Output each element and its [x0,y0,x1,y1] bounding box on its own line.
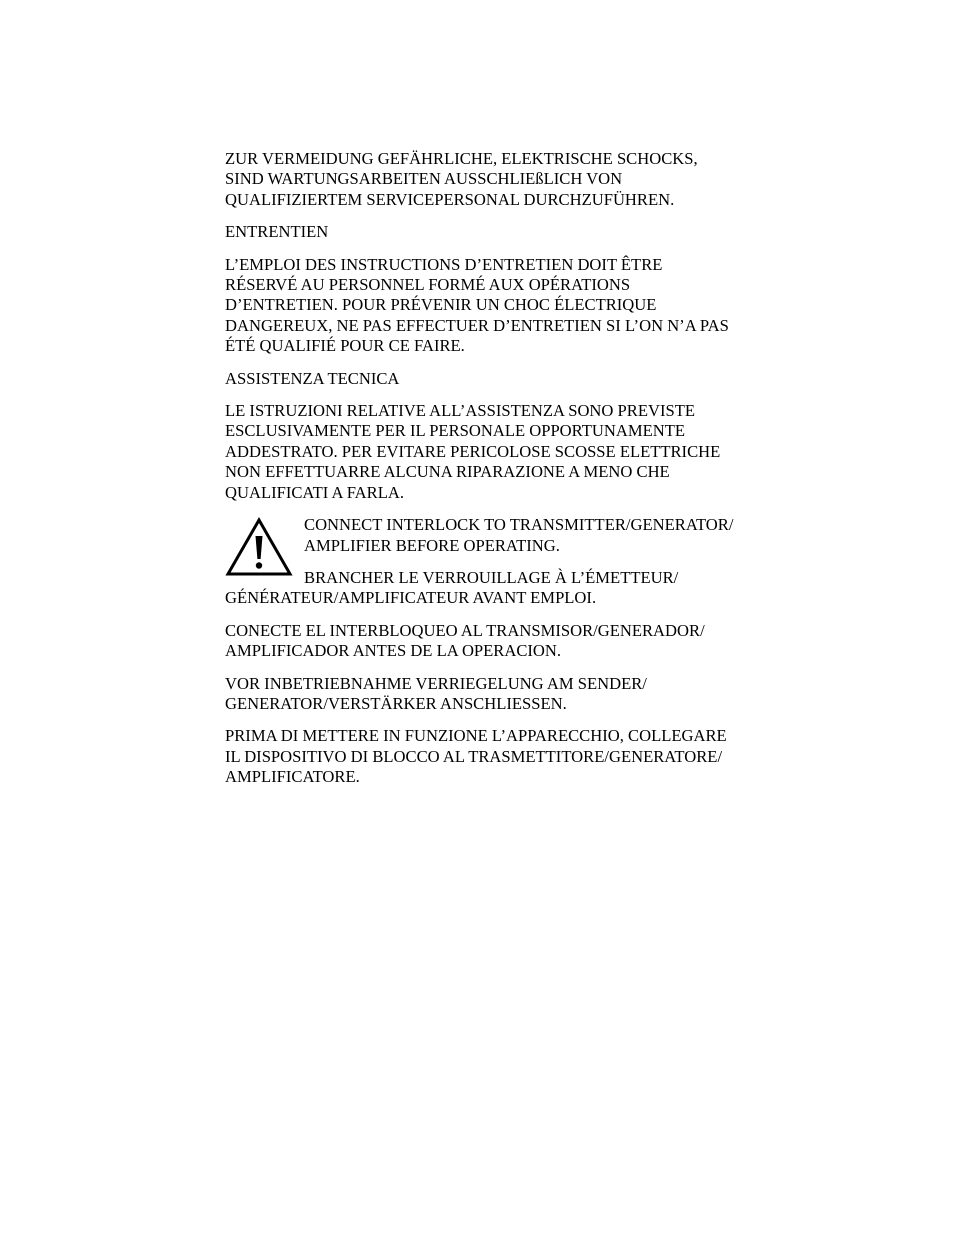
paragraph-german-service-warning: ZUR VERMEIDUNG GEFÄHRLICHE, ELEKTRISCHE SCHOCKS, SIND WARTUNGSARBEITEN AUSSCHLIEßLICH VON QUALIFIZIERTEM SERVICEPERSONAL DURCHZUFÜHREN. [225,149,698,209]
interlock-warning-german: VOR INBETRIEBNAHME VERRIEGELUNG AM SENDER/ GENERATOR/VERSTÄRKER ANSCHLIESSEN. [225,673,647,713]
paragraph-italian-service-warning: LE ISTRUZIONI RELATIVE ALL’ASSISTENZA SONO PREVISTE ESCLUSIVAMENTE PER IL PERSONALE OPPORTUNAMENTE ADDESTRATO. PER EVITARE PERICOLOSE SCOSSE ELETTRICHE NON EFFETTUARRE ALCUNA RIPARAZIONE A MENO CHE QUALIFICATI A FARLA. [225,401,721,502]
interlock-warning-english: CONNECT INTERLOCK TO TRANSMITTER/GENERATOR/ AMPLIFIER BEFORE OPERATING. [304,515,734,555]
interlock-warning-french: BRANCHER LE VERROUILLAGE À L’ÉMETTEUR/ GÉNÉRATEUR/AMPLIFICATEUR AVANT EMPLOI. [225,567,679,608]
warning-triangle-icon [225,517,293,577]
heading-assistenza-tecnica: ASSISTENZA TECNICA [225,368,400,388]
paragraph-french-service-warning: L’EMPLOI DES INSTRUCTIONS D’ENTRETIEN DOIT ÊTRE RÉSERVÉ AU PERSONNEL FORMÉ AUX OPÉRATIONS D’ENTRETIEN. POUR PRÉVENIR UN CHOC ÉLECTRIQUE DANGEREUX, NE PAS EFFECTUER D’ENTRETIEN SI L’ON N’A PAS ÉTÉ QUALIFIÉ POUR CE FAIRE. [225,254,729,356]
document-body [225,149,825,800]
interlock-warning-block [225,515,825,609]
interlock-warning-italian: PRIMA DI METTERE IN FUNZIONE L’APPARECCHIO, COLLEGARE IL DISPOSITIVO DI BLOCCO AL TRASMETTITORE/GENERATORE/ AMPLIFICATORE. [225,726,727,787]
interlock-warning-spanish: CONECTE EL INTERBLOQUEO AL TRANSMISOR/GENERADOR/ AMPLIFICADOR ANTES DE LA OPERACION. [225,620,705,661]
heading-entretien: ENTRENTIEN [225,222,329,242]
